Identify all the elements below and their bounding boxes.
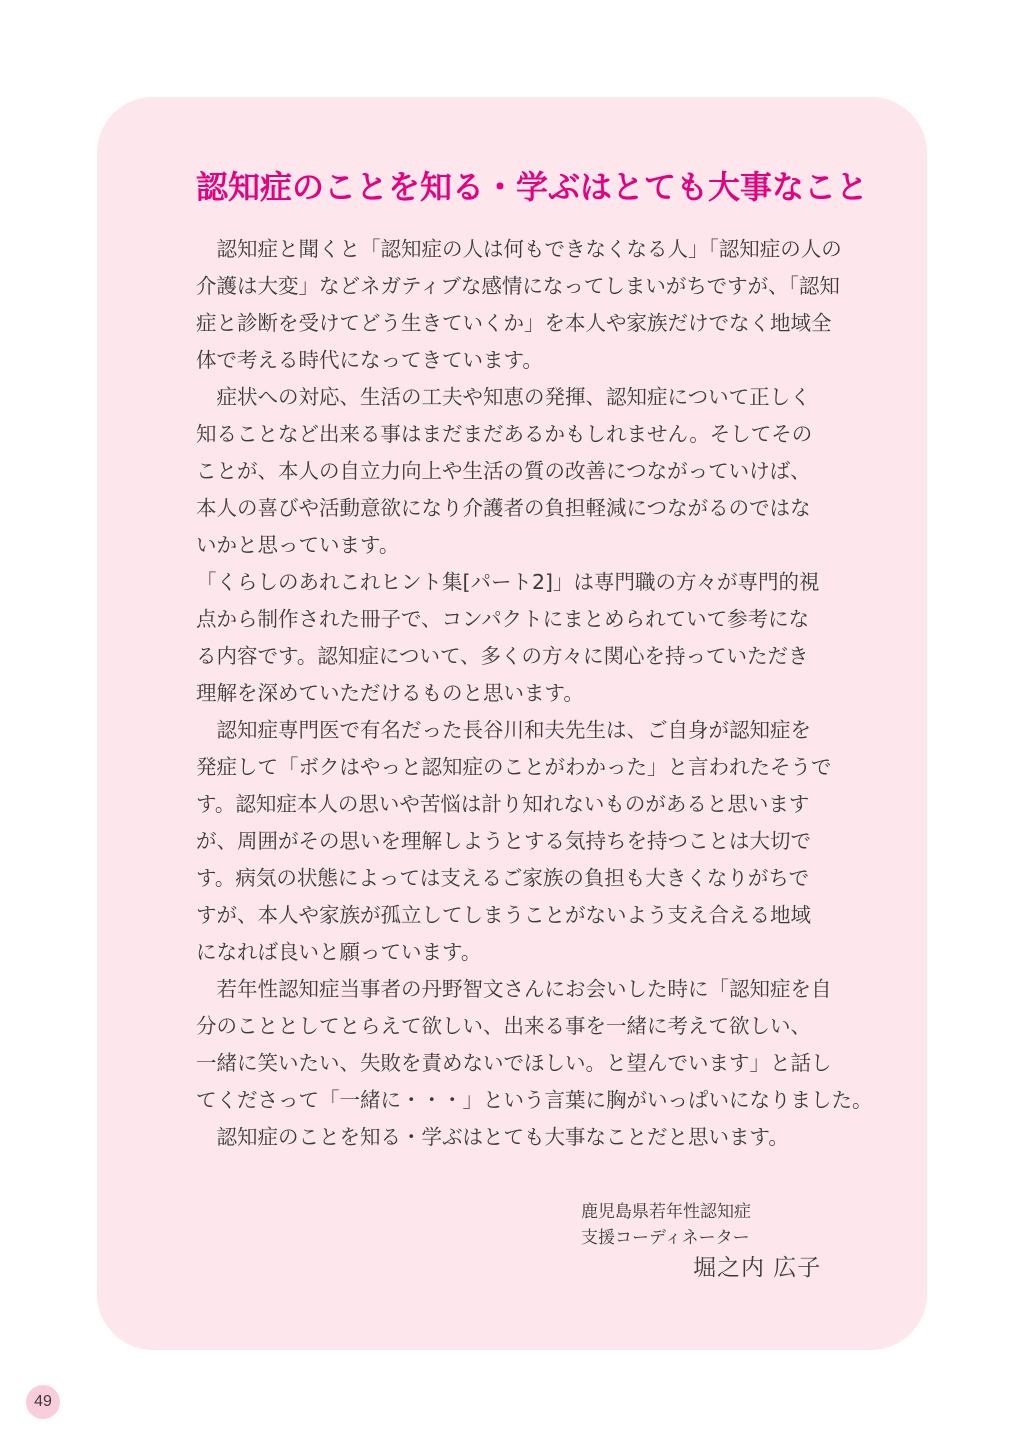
body-line: が、周囲がその思いを理解しようとする気持ちを持つことは大切で	[196, 829, 811, 853]
body-line: 認知症のことを知る・学ぶはとても大事なことだと思います。	[196, 1125, 789, 1149]
article-body	[196, 231, 873, 1156]
body-line: す。認知症本人の思いや苦悩は計り知れないものがあると思います	[196, 792, 810, 816]
body-line: になれば良いと願っています。	[196, 940, 482, 964]
page-number: 49	[26, 1385, 60, 1419]
signature-block	[581, 1199, 841, 1281]
body-line: すが、本人や家族が孤立してしまうことがないよう支え合える地域	[196, 903, 811, 927]
body-line: 分のこととしてとらえて欲しい、出来る事を一緒に考えて欲しい、	[196, 1014, 811, 1038]
body-line: 理解を深めていただけるものと思います。	[196, 681, 584, 705]
body-line: す。病気の状態によっては支えるご家族の負担も大きくなりがちで	[196, 866, 810, 890]
body-line: 発症して「ボクはやっと認知症のことがわかった」と言われたそうで	[196, 755, 832, 779]
article-title: 認知症のことを知る・学ぶはとても大事なこと	[196, 168, 869, 206]
body-line: 体で考える時代になってきています。	[196, 348, 543, 372]
signature-organization: 鹿児島県若年性認知症	[581, 1202, 751, 1222]
body-line: 一緒に笑いたい、失敗を責めないでほしい。と望んでいます」と話し	[196, 1051, 832, 1075]
body-line: 若年性認知症当事者の丹野智文さんにお会いした時に「認知症を自	[196, 977, 832, 1001]
body-line: る内容です。認知症について、多くの方々に関心を持っていただき	[196, 644, 809, 668]
signature-role: 支援コーディネーター	[581, 1228, 750, 1248]
body-line: いかと思っています。	[196, 533, 400, 557]
body-line: 症と診断を受けてどう生きていくか」を本人や家族だけでなく地域全	[196, 311, 832, 335]
body-line: 症状への対応、生活の工夫や知恵の発揮、認知症について正しく	[196, 385, 811, 409]
body-line: 本人の喜びや活動意欲になり介護者の負担軽減につながるのではな	[196, 496, 811, 520]
body-line: 点から制作された冊子で、コンパクトにまとめられていて参考にな	[196, 607, 810, 631]
body-line: てくださって「一緒に・・・」という言葉に胸がいっぱいになりました。	[196, 1088, 873, 1112]
body-line: ことが、本人の自立力向上や生活の質の改善につながっていけば、	[196, 459, 811, 483]
signature-name: 堀之内 広子	[693, 1255, 822, 1281]
body-line: 認知症と聞くと「認知症の人は何もできなくなる人」「認知症の人の	[196, 237, 842, 261]
body-line: 「くらしのあれこれヒント集[パート2]」は専門職の方々が専門的視	[196, 570, 820, 594]
body-line: 介護は大変」などネガティブな感情になってしまいがちですが、「認知	[196, 274, 840, 298]
body-line: 認知症専門医で有名だった長谷川和夫先生は、ご自身が認知症を	[196, 718, 811, 742]
body-line: 知ることなど出来る事はまだまだあるかもしれません。そしてその	[196, 422, 813, 446]
